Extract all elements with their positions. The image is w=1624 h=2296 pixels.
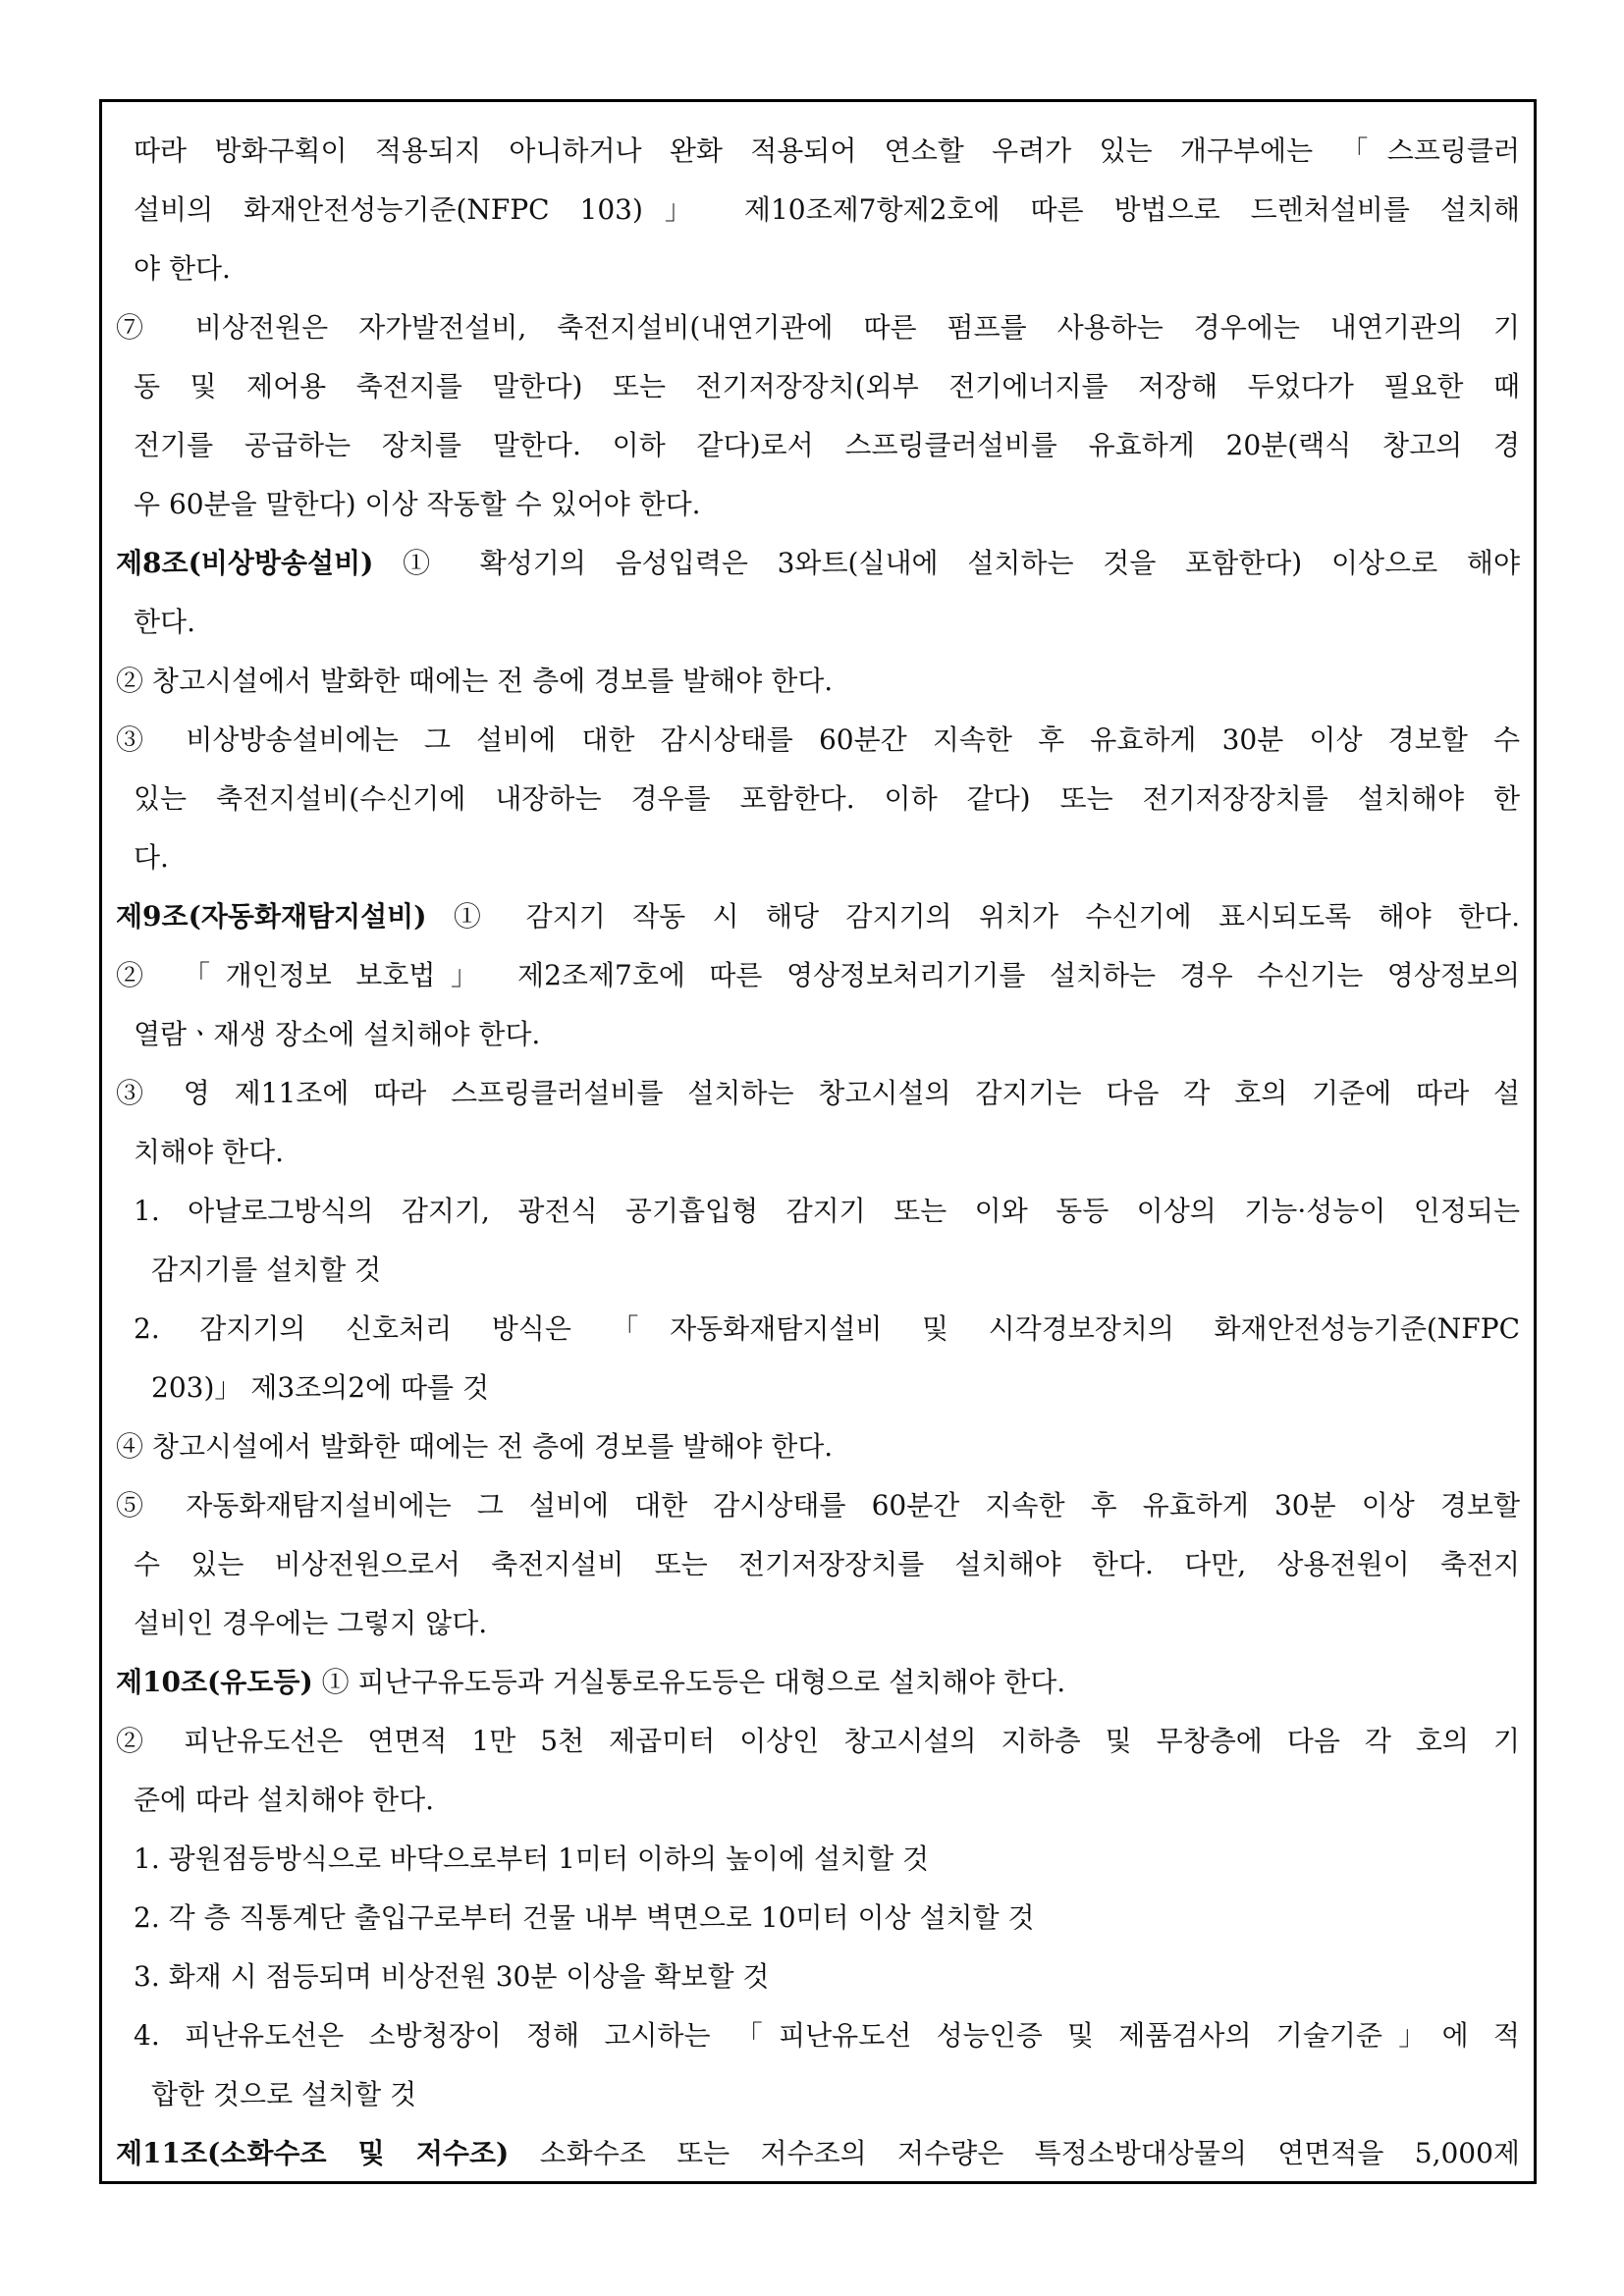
text-line [116, 240, 1520, 298]
line-text: 2. 각 층 직통계단 출입구로부터 건물 내부 벽면으로 10미터 이상 설치할 것 [134, 1901, 1035, 1934]
line-text: 203)」 제3조의2에 따를 것 [151, 1371, 490, 1404]
line-text: ① 감지기 작동 시 해당 감지기의 위치가 수신기에 표시되도록 해야 한다. [426, 900, 1520, 933]
line-text: 설비인 경우에는 그렇지 않다. [134, 1607, 488, 1639]
line-text: 다. [134, 841, 169, 874]
article-heading: 제8조(비상방송설비) [116, 547, 374, 579]
line-text: 한다. [134, 606, 195, 638]
text-line [116, 2124, 1520, 2183]
text-line [116, 534, 1520, 593]
line-text: ① 확성기의 음성입력은 3와트(실내에 설치하는 것을 포함한다) 이상으로 해야 [373, 547, 1520, 579]
line-text: 따라 방화구획이 적용되지 아니하거나 완화 적용되어 연소할 우려가 있는 개구부에는 「스프링클러 [134, 134, 1520, 167]
text-line [116, 887, 1520, 946]
text-line [116, 652, 1520, 711]
line-text: 감지기를 설치할 것 [151, 1254, 382, 1286]
line-text: 1. 아날로그방식의 감지기, 광전식 공기흡입형 감지기 또는 이와 동등 이상의 기능·성능이 인정되는 [134, 1195, 1520, 1227]
text-line [116, 416, 1520, 475]
article-heading: 제9조(자동화재탐지설비) [116, 900, 427, 933]
text-line [116, 1182, 1520, 1241]
text-line [116, 475, 1520, 534]
line-text: 1. 광원점등방식으로 바닥으로부터 1미터 이하의 높이에 설치할 것 [134, 1842, 930, 1875]
text-line [116, 1535, 1520, 1594]
line-text: 설비의 화재안전성능기준(NFPC 103)」 제10조제7항제2호에 따른 방법으로 드렌처설비를 설치해 [134, 193, 1520, 226]
text-line [116, 1594, 1520, 1653]
text-line [116, 711, 1520, 770]
text-line [116, 1359, 1520, 1417]
text-line [116, 1889, 1520, 1948]
text-line [116, 1005, 1520, 1064]
line-text: 치해야 한다. [134, 1136, 285, 1168]
article-heading: 제10조(유도등) [116, 1666, 313, 1698]
text-line [116, 1712, 1520, 1771]
text-line [116, 1123, 1520, 1182]
line-text: 전기를 공급하는 장치를 말한다. 이하 같다)로서 스프링클러설비를 유효하게 20분(랙식 창고의 경 [134, 429, 1520, 461]
text-line [116, 1771, 1520, 1830]
line-text: 3. 화재 시 점등되며 비상전원 30분 이상을 확보할 것 [134, 1960, 770, 1993]
line-text: 우 60분을 말한다) 이상 작동할 수 있어야 한다. [134, 488, 701, 520]
text-line [116, 828, 1520, 887]
line-text: 야 한다. [134, 252, 231, 285]
text-line [116, 1653, 1520, 1712]
text-line [116, 1241, 1520, 1300]
text-line [116, 1476, 1520, 1535]
text-line [116, 1417, 1520, 1476]
line-text: ⑦ 비상전원은 자가발전설비, 축전지설비(내연기관에 따른 펌프를 사용하는 경우에는 내연기관의 기 [116, 311, 1520, 344]
text-line [116, 1948, 1520, 2006]
line-text: ⑤ 자동화재탐지설비에는 그 설비에 대한 감시상태를 60분간 지속한 후 유효하게 30분 이상 경보할 [116, 1489, 1520, 1522]
text-line [116, 1064, 1520, 1123]
line-text: 있는 축전지설비(수신기에 내장하는 경우를 포함한다. 이하 같다) 또는 전기저장장치를 설치해야 한 [134, 782, 1520, 815]
line-text: ② 창고시설에서 발화한 때에는 전 층에 경보를 발해야 한다. [116, 665, 834, 697]
text-line [116, 1830, 1520, 1889]
text-line [116, 298, 1520, 357]
line-text: 열람ㆍ재생 장소에 설치해야 한다. [134, 1018, 541, 1050]
line-text: 준에 따라 설치해야 한다. [134, 1784, 435, 1816]
line-text: ① 피난구유도등과 거실통로유도등은 대형으로 설치해야 한다. [312, 1666, 1066, 1698]
line-text: ② 「개인정보 보호법」 제2조제7호에 따른 영상정보처리기기를 설치하는 경우 수신기는 영상정보의 [116, 959, 1520, 991]
article-heading: 제11조(소화수조 및 저수조) [116, 2137, 510, 2169]
line-text: ③ 비상방송설비에는 그 설비에 대한 감시상태를 60분간 지속한 후 유효하게 30분 이상 경보할 수 [116, 723, 1520, 756]
text-line [116, 2006, 1520, 2065]
line-text: 소화수조 또는 저수조의 저수량은 특정소방대상물의 연면적을 5,000제 [509, 2137, 1520, 2169]
line-text: 동 및 제어용 축전지를 말한다) 또는 전기저장장치(외부 전기에너지를 저장해 두었다가 필요한 때 [134, 370, 1520, 402]
line-text: 수 있는 비상전원으로서 축전지설비 또는 전기저장장치를 설치해야 한다. 다만, 상용전원이 축전지 [134, 1548, 1520, 1580]
line-text: ③ 영 제11조에 따라 스프링클러설비를 설치하는 창고시설의 감지기는 다음 각 호의 기준에 따라 설 [116, 1077, 1520, 1109]
line-text: 합한 것으로 설치할 것 [151, 2078, 417, 2110]
document-frame [99, 99, 1537, 2184]
text-line [116, 770, 1520, 828]
line-text: ② 피난유도선은 연면적 1만 5천 제곱미터 이상인 창고시설의 지하층 및 무창층에 다음 각 호의 기 [116, 1725, 1520, 1757]
line-text: 2. 감지기의 신호처리 방식은 「자동화재탐지설비 및 시각경보장치의 화재안전성능기준(NFPC [134, 1312, 1520, 1345]
text-line [116, 593, 1520, 652]
line-text: 4. 피난유도선은 소방청장이 정해 고시하는 「피난유도선 성능인증 및 제품검사의 기술기준」에 적 [134, 2019, 1520, 2052]
text-line [116, 1300, 1520, 1359]
text-line [116, 122, 1520, 181]
text-line [116, 181, 1520, 240]
text-line [116, 357, 1520, 416]
line-text: ④ 창고시설에서 발화한 때에는 전 층에 경보를 발해야 한다. [116, 1430, 834, 1463]
text-line [116, 2065, 1520, 2124]
text-line [116, 946, 1520, 1005]
